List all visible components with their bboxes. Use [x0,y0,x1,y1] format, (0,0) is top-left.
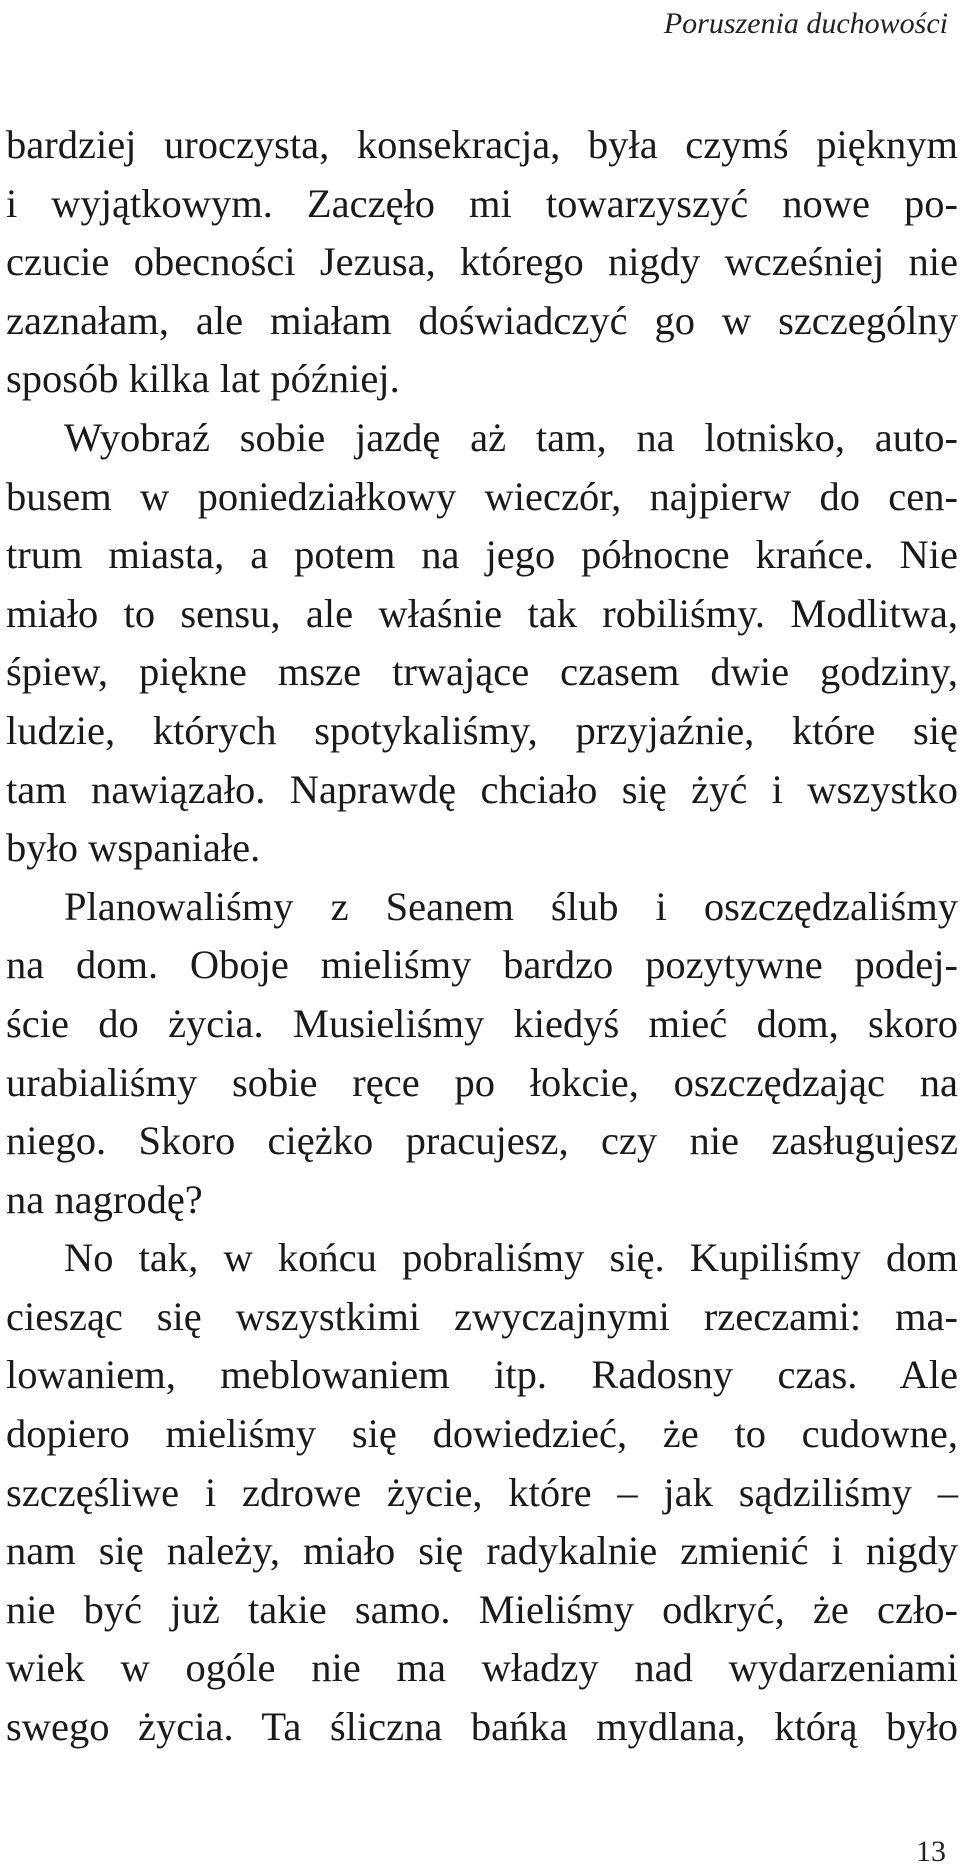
text-line: busem w poniedziałkowy wieczór, najpierw do cen- [6,473,958,519]
text-line: sposób kilka lat później. [6,356,400,402]
text-line: swego życia. Ta śliczna bańka mydlana, którą było [6,1704,958,1750]
text-line: ciesząc się wszystkimi zwyczajnymi rzeczami: ma- [6,1293,958,1339]
text-line: zaznałam, ale miałam doświadczyć go w szczególny [6,297,958,343]
text-line: Planowaliśmy z Seanem ślub i oszczędzaliśmy [64,883,958,929]
page-number: 13 [916,1835,946,1868]
text-line: tam nawiązało. Naprawdę chciało się żyć i wszystko [6,766,958,812]
text-line: na nagrodę? [6,1176,203,1222]
text-line: było wspaniałe. [6,825,261,871]
text-line: szczęśliwe i zdrowe życie, które – jak sądziliśmy – [6,1469,958,1515]
body-text [6,116,958,1757]
text-line: nam się należy, miało się radykalnie zmienić i nigdy [6,1528,958,1574]
text-line: lowaniem, meblowaniem itp. Radosny czas. Ale [6,1352,958,1398]
text-line: trum miasta, a potem na jego północne krańce. Nie [6,532,958,578]
text-line: nie być już takie samo. Mieliśmy odkryć, że czło- [6,1586,958,1632]
text-line: niego. Skoro ciężko pracujesz, czy nie zasługujesz [6,1118,958,1164]
text-line: bardziej uroczysta, konsekracja, była czymś pięknym [6,122,958,167]
text-line: śpiew, piękne msze trwające czasem dwie godziny, [6,649,958,695]
text-line: Wyobraź sobie jazdę aż tam, na lotnisko, auto- [64,414,958,460]
text-line: No tak, w końcu pobraliśmy się. Kupiliśmy dom [64,1235,958,1281]
text-line: ludzie, których spotykaliśmy, przyjaźnie, które się [6,707,958,753]
text-line: i wyjątkowym. Zaczęło mi towarzyszyć nowe po- [6,180,958,226]
text-line: dopiero mieliśmy się dowiedzieć, że to cudowne, [6,1411,958,1457]
text-line: urabialiśmy sobie ręce po łokcie, oszczędzając na [6,1059,958,1105]
text-line: czucie obecności Jezusa, którego nigdy wcześniej nie [6,239,958,285]
text-line: ście do życia. Musieliśmy kiedyś mieć dom, skoro [6,1000,958,1046]
running-header: Poruszenia duchowości [663,7,948,40]
text-line: na dom. Oboje mieliśmy bardzo pozytywne podej- [6,942,958,988]
text-line: wiek w ogóle nie ma władzy nad wydarzeniami [6,1645,958,1691]
text-line: miało to sensu, ale właśnie tak robiliśmy. Modlitwa, [6,590,958,636]
